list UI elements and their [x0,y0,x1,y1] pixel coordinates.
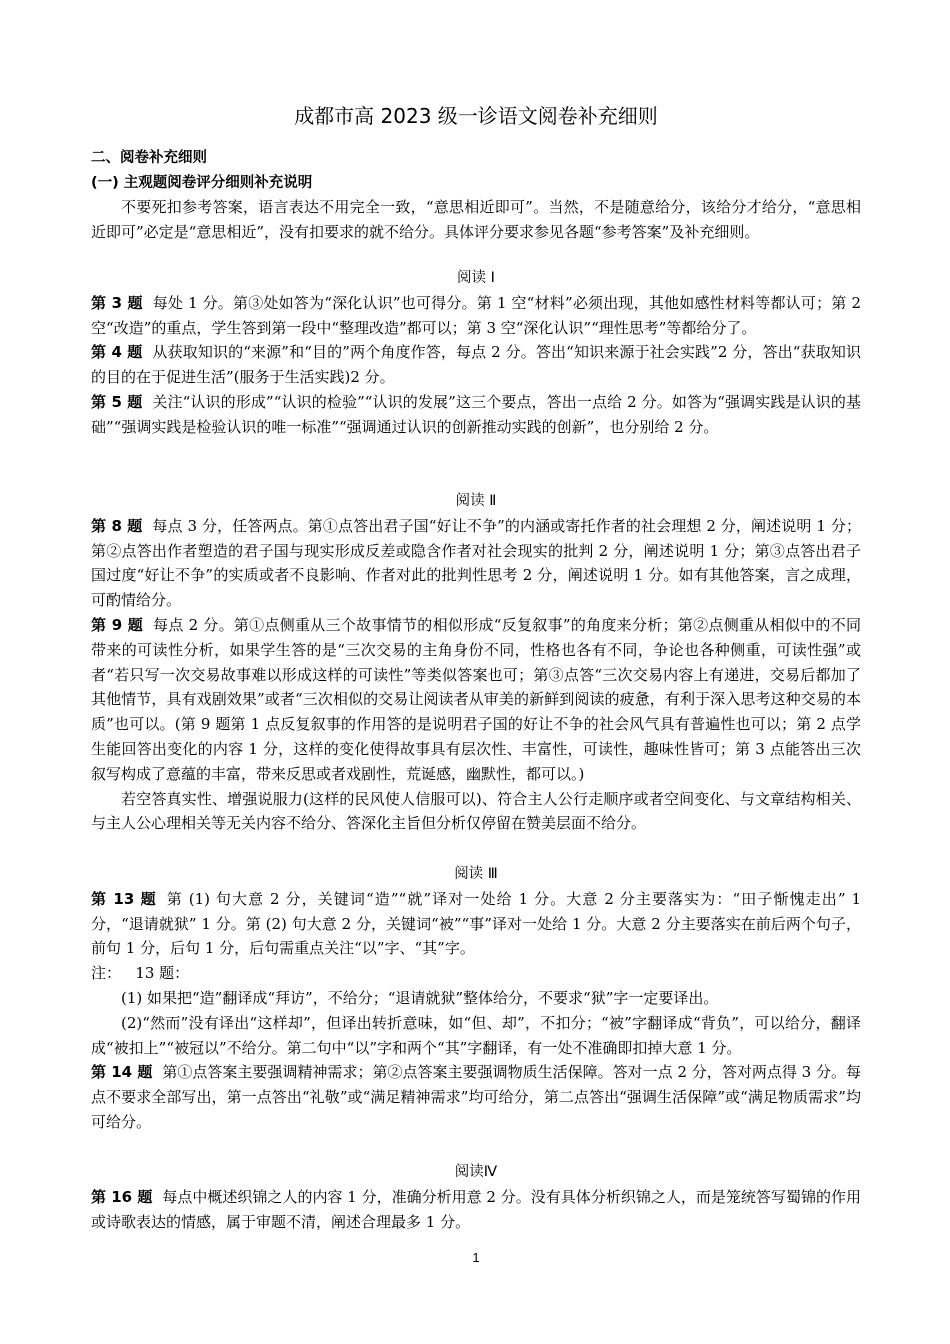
reading-4-section [91,1160,861,1234]
reading-2-heading: 阅读 Ⅱ [455,493,497,509]
reading-1-heading: 阅读 Ⅰ [457,270,495,286]
question-14: 第 14 题 第①点答案主要强调精神需求；第②点答案主要强调物质生活保障。答对一点 2 分，答对两点得 3 分。每点不要求全部写出，第一点答出“礼敬”或“满足精神需求”均可给分，第二点答出“强调生活保障”或“满足物质需求”均可给分。 [91,1063,861,1131]
question-9: 第 9 题 每点 2 分。第①点侧重从三个故事情节的相似形成“反复叙事”的角度来分析；第②点侧重从相似中的不同带来的可读性分析，如果学生答的是“三次交易的主角身份不同，性格也各有不同，争论也各种侧重，可读性强”或者“若只写一次交易故事难以形成这样的可读性”等类似答案也可；第③点答“三次交易内容上有递进，交易后都加了其他情节，具有戏剧效果”或者“三次相似的交易让阅读者从审美的新鲜到阅读的疲惫，有利于深入思考这种交易的本质”也可以。(第 9 题第 1 点反复叙事的作用答的是说明君子国的好让不争的社会风气具有普遍性也可以；第 2 点学生能回答出变化的内容 1 分，这样的变化使得故事具有层次性、丰富性，可读性，趣味性皆可；第 3 点能答出三次叙写构成了意蕴的丰富，带来反思或者戏剧性，荒诞感，幽默性，都可以。) [91,615,862,783]
question-13-note-head: 注： 13 题： [91,964,190,983]
reading-4-heading: 阅读Ⅳ [454,1164,498,1180]
question-5: 第 5 题 关注“认识的形成”“认识的检验”“认识的发展”这三个要点，答出一点给 2 分。如答为“强调实践是认识的基础”“强调实践是检验认识的唯一标准”“强调通过认识的创新推动实践的创新”，也分别给 2 分。 [91,392,861,436]
page-number: 1 [472,1250,480,1265]
section-heading: 二、阅卷补充细则 (一) 主观题阅卷评分细则补充说明 [91,146,861,196]
subsection-heading: (一) 主观题阅卷评分细则补充说明 [91,174,313,191]
reading-2-section [91,489,861,836]
reading-2-note: 若空答真实性、增强说服力(这样的民风使人信服可以)、符合主人公行走顺序或者空间变化、与文章结构相关、与主人公心理相关等无关内容不给分、答深化主旨但分析仅停留在赞美层面不给分。 [91,789,861,833]
question-16: 第 16 题 每点中概述织锦之人的内容 1 分，准确分析用意 2 分。没有具体分析织锦之人，而是笼统答写蜀锦的作用或诗歌表达的情感，属于审题不清，阐述合理最多 1 分。 [91,1187,861,1231]
question-13-note-1: (1) 如果把“造”翻译成“拜访”，不给分；“退请就狱”整体给分，不要求“狱”字一定要译出。 [121,988,719,1007]
question-13-note-2: (2)“然而”没有译出“这样却”，但译出转折意味，如“但、却”，不扣分；“被”字翻译成“背负”，可以给分，翻译成“被扣上”“被冠以”不给分。第二句中“以”字和两个“其”字翻译，有一处不准确即扣掉大意 1 分。 [91,1013,861,1057]
reading-3-section [91,862,861,1135]
document-title: 成都市高 2023 级一诊语文阅卷补充细则 [294,104,658,128]
reading-3-heading: 阅读 Ⅲ [454,866,498,882]
reading-1-section [91,266,861,440]
question-3: 第 3 题 每处 1 分。第③处如答为“深化认识”也可得分。第 1 空“材料”必须出现，其他如感性材料等都认可；第 2 空“改造”的重点，学生答到第一段中“整理改造”都可以；第 3 空“深化认识”“理性思考”等都给分了。 [91,293,861,337]
question-8: 第 8 题 每点 3 分，任答两点。第①点答出君子国“好让不争”的内涵或寄托作者的社会理想 2 分，阐述说明 1 分；第②点答出作者塑造的君子国与现实形成反差或隐含作者对社会现实的批判 2 分，阐述说明 1 分；第③点答出君子国过度“好让不争”的实质或者不良影响、作者对此的批判性思考 2 分，阐述说明 1 分。如有其他答案，言之成理，可酌情给分。 [91,516,861,610]
question-13: 第 13 题 第 (1) 句大意 2 分，关键词“造”“就”译对一处给 1 分。大意 2 分主要落实为：“田子惭愧走出” 1 分，“退请就狱” 1 分。第 (2) 句大意 2 分，关键词“被”“事”译对一处给 1 分。大意 2 分主要落实在前后两个句子，前句 1 分，后句 1 分，后句需重点关注“以”字、“其”字。 [91,889,861,958]
intro-paragraph: 不要死扣参考答案，语言表达不用完全一致，“意思相近即可”。当然，不是随意给分，该给分才给分，“意思相近即可”必定是“意思相近”，没有扣要求的就不给分。具体评分要求参见各题“参考答案”及补充细则。 [91,198,861,241]
question-4: 第 4 题 从获取知识的“来源”和“目的”两个角度作答，每点 2 分。答出“知识来源于社会实践”2 分，答出“获取知识的目的在于促进生活”(服务于生活实践)2 分。 [91,343,861,387]
